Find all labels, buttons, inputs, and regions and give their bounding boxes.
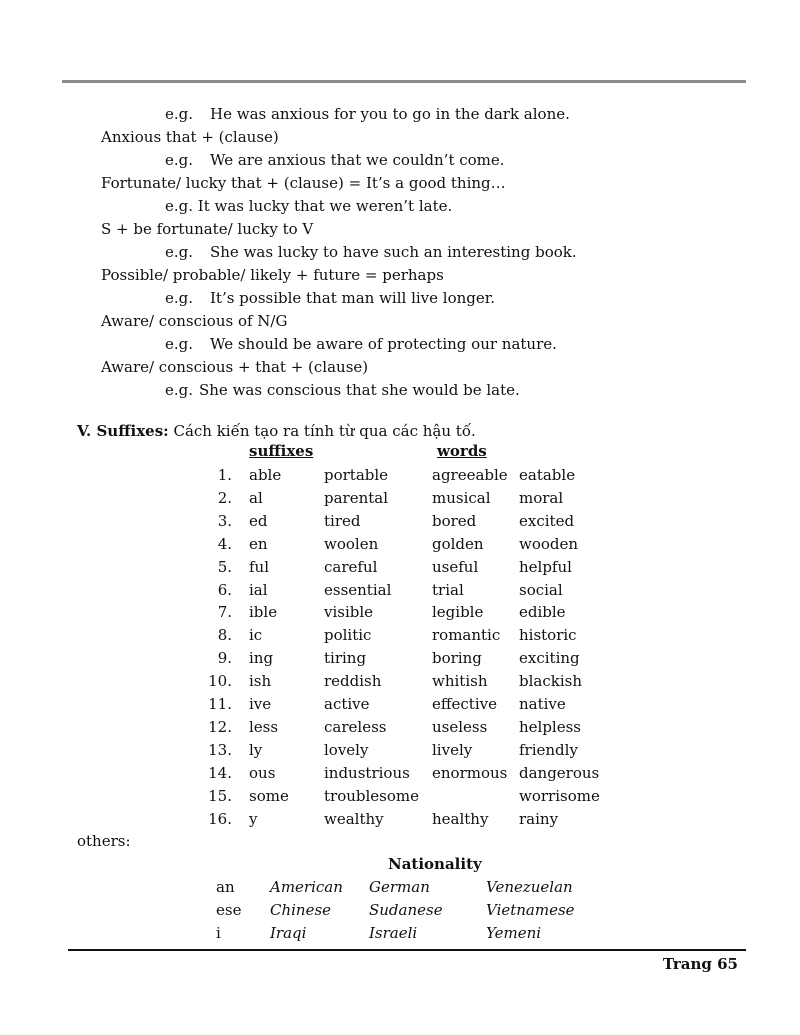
- nationality-title: Nationality: [388, 855, 482, 873]
- nationality-word: Israeli: [369, 924, 418, 942]
- example-line: [165, 334, 557, 354]
- word-cell: troublesome: [324, 786, 419, 805]
- header-rule: [62, 80, 746, 83]
- suffix-cell: ic: [249, 626, 263, 645]
- page-number: Trang 65: [662, 955, 738, 973]
- row-number: 10.: [208, 672, 232, 691]
- row-number: 7.: [217, 603, 232, 622]
- suffix-cell: ish: [249, 672, 272, 691]
- example-line: [165, 242, 577, 262]
- nationality-word: Vietnamese: [486, 901, 575, 919]
- suffix-cell: ous: [249, 763, 276, 782]
- row-number: 2.: [217, 488, 232, 507]
- suffix-cell: less: [249, 717, 279, 736]
- word-cell: golden: [432, 534, 484, 553]
- example-text: She was conscious that she would be late.: [199, 381, 520, 399]
- table-row: [200, 693, 609, 716]
- word-cell: musical: [432, 488, 491, 507]
- table-row: [200, 579, 609, 602]
- row-number: 9.: [217, 649, 232, 668]
- eg-label: e.g.: [165, 105, 194, 123]
- words-header: words: [437, 442, 487, 460]
- word-cell: friendly: [519, 740, 578, 759]
- table-row: [200, 808, 609, 831]
- example-text: She was lucky to have such an interesting book.: [210, 243, 577, 261]
- nationality-word: Venezuelan: [486, 878, 573, 896]
- suffix-cell: able: [249, 466, 282, 484]
- word-cell: legible: [432, 603, 484, 622]
- word-cell: rainy: [519, 809, 559, 828]
- table-row: [216, 876, 586, 899]
- nationality-suffix: i: [216, 924, 221, 942]
- table-row: [216, 899, 586, 922]
- word-cell: parental: [324, 488, 389, 507]
- word-cell: helpful: [519, 557, 572, 576]
- suffix-cell: ly: [249, 740, 263, 759]
- eg-label: e.g.: [165, 243, 194, 261]
- word-cell: exciting: [519, 649, 580, 668]
- suffix-cell: ed: [249, 511, 268, 530]
- word-cell: wealthy: [324, 809, 384, 828]
- row-number: 15.: [208, 786, 232, 805]
- others-label: others:: [77, 832, 131, 850]
- row-number: 4.: [217, 534, 232, 553]
- word-cell: effective: [432, 695, 497, 714]
- word-cell: whitish: [432, 672, 488, 691]
- word-cell: helpless: [519, 717, 582, 736]
- word-cell: industrious: [324, 763, 410, 782]
- word-cell: reddish: [324, 672, 382, 691]
- nationality-table: [216, 876, 586, 945]
- suffix-table: [200, 464, 609, 831]
- example-text: He was anxious for you to go in the dark alone.: [210, 105, 570, 123]
- word-cell: tired: [324, 511, 361, 530]
- nationality-word: Chinese: [270, 901, 332, 919]
- table-row: [200, 601, 609, 624]
- word-cell: healthy: [432, 809, 489, 828]
- row-number: 12.: [208, 717, 232, 736]
- row-number: 6.: [217, 580, 232, 599]
- word-cell: edible: [519, 603, 566, 622]
- example-text: We should be aware of protecting our nature.: [210, 335, 557, 353]
- row-number: 1.: [217, 466, 232, 484]
- eg-label: e.g.: [165, 381, 194, 399]
- rule-line: S + be fortunate/ lucky to V: [101, 220, 314, 238]
- rule-line: Anxious that + (clause): [101, 128, 279, 146]
- row-number: 8.: [217, 626, 232, 645]
- nationality-word: American: [270, 878, 343, 896]
- suffix-cell: ive: [249, 695, 272, 714]
- example-line: [165, 380, 520, 400]
- suffix-cell: en: [249, 534, 268, 553]
- word-cell: boring: [432, 649, 482, 668]
- row-number: 5.: [217, 557, 232, 576]
- table-row: [200, 624, 609, 647]
- word-cell: historic: [519, 626, 577, 645]
- example-text: It’s possible that man will live longer.: [210, 289, 496, 307]
- section-title: V. Suffixes:: [77, 422, 169, 440]
- word-cell: useful: [432, 557, 479, 576]
- example-line: e.g. It was lucky that we weren’t late.: [165, 197, 453, 215]
- suffix-cell: y: [249, 809, 258, 828]
- suffix-cell: al: [249, 488, 263, 507]
- suffix-cell: ial: [249, 580, 268, 599]
- example-text: We are anxious that we couldn’t come.: [210, 151, 505, 169]
- word-cell: tiring: [324, 649, 367, 668]
- word-cell: lovely: [324, 740, 369, 759]
- word-cell: excited: [519, 511, 575, 530]
- nationality-word: Sudanese: [369, 901, 443, 919]
- word-cell: essential: [324, 580, 392, 599]
- suffixes-header: suffixes: [249, 442, 314, 460]
- suffix-cell: ing: [249, 649, 274, 668]
- example-line: [165, 104, 570, 124]
- table-row: [200, 647, 609, 670]
- table-row: [200, 464, 609, 487]
- eg-label: e.g.: [165, 289, 194, 307]
- rule-line: Aware/ conscious of N/G: [101, 312, 288, 330]
- suffix-cell: ful: [249, 557, 270, 576]
- word-cell: careful: [324, 557, 378, 576]
- row-number: 3.: [217, 511, 232, 530]
- word-cell: [432, 785, 519, 808]
- word-cell: moral: [519, 488, 564, 507]
- word-cell: trial: [432, 580, 464, 599]
- nationality-word: German: [369, 878, 430, 896]
- word-cell: blackish: [519, 672, 582, 691]
- footer-rule: [68, 949, 746, 951]
- rule-line: Aware/ conscious + that + (clause): [101, 358, 369, 376]
- eg-label: e.g.: [165, 151, 194, 169]
- row-number: 14.: [208, 763, 232, 782]
- word-cell: portable: [324, 466, 389, 484]
- table-row: [200, 762, 609, 785]
- table-row: [200, 716, 609, 739]
- row-number: 16.: [208, 809, 232, 828]
- row-number: 13.: [208, 740, 232, 759]
- table-row: [200, 785, 609, 808]
- nationality-word: Iraqi: [270, 924, 307, 942]
- row-number: 11.: [208, 695, 232, 714]
- word-cell: lively: [432, 740, 473, 759]
- nationality-suffix: ese: [216, 901, 242, 919]
- word-cell: agreeable: [432, 466, 508, 484]
- table-row: [200, 510, 609, 533]
- word-cell: active: [324, 695, 370, 714]
- table-row: [200, 556, 609, 579]
- example-line: [165, 288, 495, 308]
- word-cell: wooden: [519, 534, 579, 553]
- word-cell: woolen: [324, 534, 379, 553]
- word-cell: careless: [324, 717, 387, 736]
- word-cell: eatable: [519, 466, 576, 484]
- word-cell: visible: [324, 603, 374, 622]
- word-cell: romantic: [432, 626, 501, 645]
- nationality-word: Yemeni: [486, 924, 542, 942]
- rule-line: Fortunate/ lucky that + (clause) = It’s a good thing…: [101, 174, 506, 192]
- word-cell: politic: [324, 626, 372, 645]
- word-cell: dangerous: [519, 763, 600, 782]
- word-cell: worrisome: [519, 786, 600, 805]
- example-line: [165, 150, 505, 170]
- nationality-suffix: an: [216, 878, 235, 896]
- suffix-cell: some: [249, 786, 289, 805]
- table-row: [200, 533, 609, 556]
- suffix-cell: ible: [249, 603, 278, 622]
- section-subtitle: Cách kiến tạo ra tính từ qua các hậu tố.: [173, 422, 476, 440]
- table-row: [216, 922, 586, 945]
- table-row: [200, 670, 609, 693]
- word-cell: social: [519, 580, 563, 599]
- rule-line: Possible/ probable/ likely + future = perhaps: [101, 266, 444, 284]
- word-cell: useless: [432, 717, 488, 736]
- word-cell: bored: [432, 511, 477, 530]
- word-cell: native: [519, 695, 566, 714]
- word-cell: enormous: [432, 763, 508, 782]
- table-row: [200, 487, 609, 510]
- eg-label: e.g.: [165, 335, 194, 353]
- section-heading: [77, 421, 476, 441]
- table-row: [200, 739, 609, 762]
